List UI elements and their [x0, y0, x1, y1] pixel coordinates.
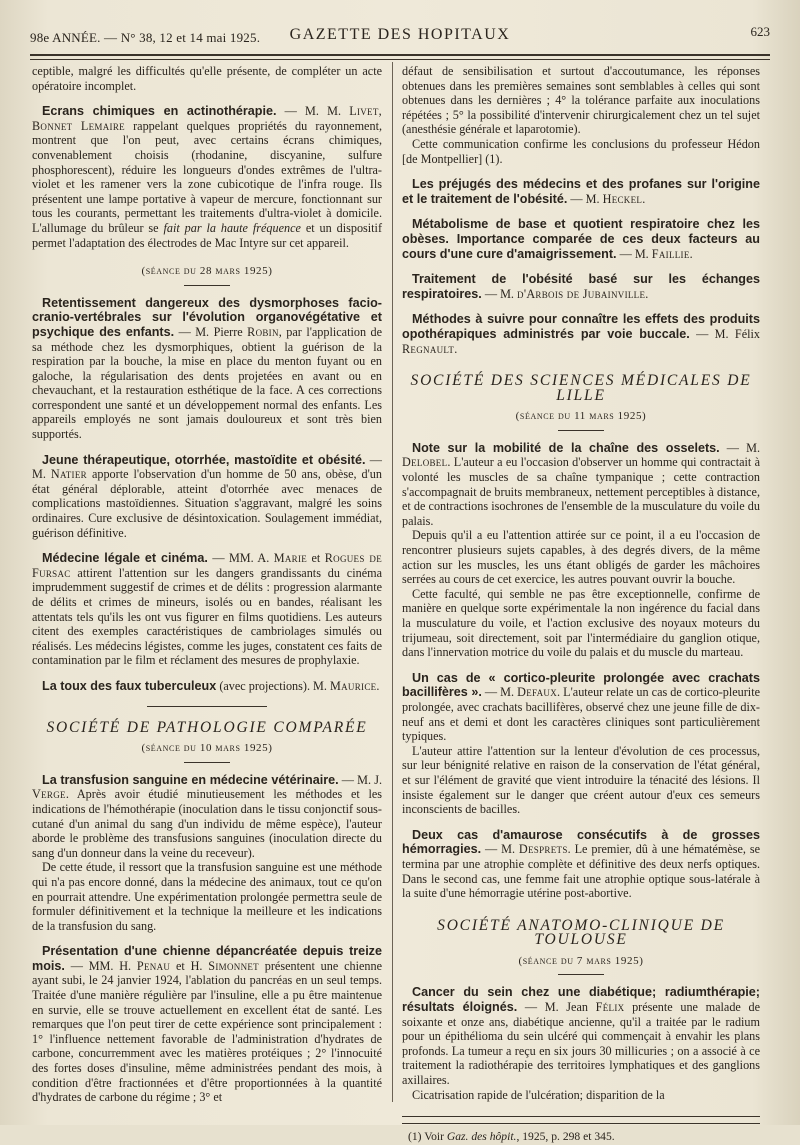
author-name: Livet, Bonnet Lemaire: [32, 104, 382, 133]
article-title: Note sur la mobilité de la chaîne des osselets.: [412, 440, 720, 455]
article-title: Deux cas d'amaurose consécutifs à de grosses hémorragies.: [402, 827, 760, 857]
article-title: Les préjugés des médecins et des profanes sur l'origine et le traitement de l'obésité.: [402, 177, 760, 206]
left-column: [32, 64, 383, 1105]
author-name: Faillie.: [651, 246, 693, 261]
footnote-ref: , 1925, p. 298 et 345.: [516, 1130, 615, 1144]
article-chienne: [32, 944, 382, 1105]
author-name: Defaux: [517, 685, 558, 700]
article-italic: fait par la haute fréquence: [163, 220, 301, 235]
author-name: Maurice.: [329, 678, 380, 693]
article-amaurose: [402, 828, 760, 901]
article-body: présentent une chienne ayant subi, le 24 janvier 1924, l'ablation du pancréas en un seul temps. Traitée d'une manière régulière par l'insuline, elle a pu être maintenue en survie, elle se trouve actuellement en excellent état de santé. Les remarques que l'on peut tirer de cette expérience sont principalement : 1° l'influence nettement favorable de l'administration d'hydrates de carbone, concurremment avec les matières protéiques ; 2° l'innocuité des fortes doses d'insuline, même administrées pendant des mois, à condition d'être fractionnées et d'être proportionnées à la quantité d'hydrates de carbone du régime ; 3° et: [32, 958, 382, 1105]
author-name: Natier: [50, 467, 87, 482]
continued-paragraph: défaut de sensibilisation et surtout d'accoutumance, les réponses obtenues dans les premières semaines sont semblables à celles qui sont obtenues dans les dernières ; 4° la tolérance parfaite aux inoculations répétées ; 5° la possibilité d'intervenir chirurgicalement chez un tel sujet (anesthésie générale et laparotomie).: [402, 64, 760, 137]
society-heading: SOCIÉTÉ DE PATHOLOGIE COMPARÉE: [46, 718, 368, 736]
article-title: Traitement de l'obésité basé sur les échanges respiratoires.: [402, 272, 760, 301]
article-lead: (avec projections). M.: [216, 678, 330, 693]
article-lead: — M.: [481, 685, 518, 700]
article-lead: et H.: [170, 958, 209, 973]
article-body: . Après avoir étudié minutieusement les méthodes et les indications de l'hémothérapie (inoculation dans le tissu conjonctif sous-cutané d'un animal du sang d'un individu de même espèce), l'auteur aborde le problème des transfusions sanguines (inoculation directe du sang d'un donneur dans la veine du receveur).: [32, 787, 382, 860]
article-body: . L'auteur a eu l'occasion d'observer un homme qui contractait à volonté les muscles de sa chaîne tympanique ; cette contraction s'accompagnait de bruits membraneux, nettement perceptibles à distance, et de contractions isochrones de l'ensemble de la musculature du voile du palais.: [402, 455, 760, 528]
article-title: Ecrans chimiques en actinothérapie.: [42, 104, 277, 119]
article-lead: — M. Félix: [689, 326, 760, 341]
article-cortico: [402, 671, 760, 744]
author-name: Robin: [247, 324, 279, 339]
article-lead: — M.: [616, 246, 652, 261]
article-lead: — M.: [32, 452, 382, 482]
article-title: Retentissement dangereux des dysmorphoses facio-cranio-vertébrales sur l'évolution organovégétative et psychique des enfants.: [32, 295, 382, 339]
article-paragraph: De cette étude, il ressort que la transfusion sanguine est une méthode qui n'a pas encore donné, dans la médecine des animaux, tout ce qu'on en pourrait attendre. Une expérimentation prolongée permettra seule de formuler définitivement et la technique la meilleure et les indications de la transfusion du sang.: [32, 860, 382, 933]
article-jeune: [32, 453, 382, 541]
session-date: (séance du 7 mars 1925): [518, 954, 644, 967]
page-number: 623: [750, 24, 770, 39]
society-heading: SOCIÉTÉ ANATOMO-CLINIQUE DE TOULOUSE: [437, 916, 725, 949]
session-date: (séance du 10 mars 1925): [141, 742, 273, 755]
journal-title: GAZETTE DES HOPITAUX: [289, 26, 511, 43]
author-name: Rogues de Fursac: [32, 551, 382, 580]
article-body: attirent l'attention sur les dangers grandissants du cinéma imprudemment suggestif de crimes et de délits : progression alarmante de délits et crimes de mineurs, isolés ou en bandes, réalisant les attentats tels qu'ils les ont vus figurer en films quotidiens. Les auteurs citent des exemples caractéristiques de cambriolages simulés ou réalisés. Les médecins légistes, comme les juges, constatent ces faits de contamination par le film et réclament des mesures de prophylaxie.: [32, 565, 382, 668]
article-transfusion: [32, 773, 382, 861]
article-cinema: [32, 551, 382, 668]
article-lead: — M.: [481, 842, 519, 857]
author-name: Regnault.: [402, 341, 458, 356]
article-lead: — M.: [481, 286, 518, 301]
article-lead: et: [307, 551, 325, 566]
article-retentissement: [32, 296, 382, 442]
author-name: Heckel.: [602, 191, 646, 206]
issue-info: 98e ANNÉE. — N° 38, 12 et 14 mai 1925.: [30, 30, 261, 45]
article-osselets: [402, 441, 760, 529]
article-cancer: [402, 985, 760, 1087]
article-lead: — M. Pierre: [174, 324, 248, 339]
session-date: (séance du 28 mars 1925): [141, 265, 273, 278]
footnote-rule: [402, 1116, 760, 1117]
article-lead: — M. M.: [276, 104, 350, 119]
article-body: et un dispositif permet l'adaptation des électrodes de Mac Intyre sur cet appareil.: [32, 220, 383, 250]
author-name: Verge: [32, 787, 66, 802]
divider: [558, 430, 604, 431]
author-name: Félix: [595, 1000, 625, 1015]
divider: [147, 706, 267, 707]
article-title: Présentation d'une chienne dépancréatée depuis treize mois.: [32, 944, 382, 973]
divider: [558, 974, 604, 975]
article-paragraph: Cette faculté, qui semble ne pas être exceptionnelle, confirme de manière en quelque sorte expérimentale la non ingérence du facial dans la musculature du voile, et l'action exclusive des noyaux moteurs du trijumeau, soit directement, soit par l'intermédiaire du ganglion otique, dans l'innervation motrice du voile du palais et du muscle du marteau.: [402, 586, 760, 660]
article-traitement: [402, 272, 760, 301]
author-name: Delobel: [402, 455, 448, 470]
footnote: [402, 1130, 760, 1145]
article-body: présente une malade de soixante et onze ans, diabétique ancienne, qu'il a traitée par le radium pour un épithélioma du sein ulcéré qui commençait à envahir les plans profonds. La tumeur a reçu en six jours 30 millicuries ; on a associé à ce traitement la radiothérapie des territoires lymphatiques et des ganglions axillaires.: [402, 1000, 760, 1088]
article-lead: — M.: [567, 191, 603, 206]
article-prejuges: [402, 177, 760, 206]
article-body: apporte l'observation d'un homme de 50 ans, obèse, d'un état général déplorable, atteint d'otorrhée avec menaces de complications mastoïdiennes. Situation s'aggravant, malgré les soins ordinaires. Cure exclusive de désintoxication. Soulagement immédiat, guérison définitive.: [32, 467, 382, 540]
article-title: Méthodes à suivre pour connaître les effets des produits opothérapiques administrés par voie buccale.: [402, 312, 760, 341]
article-body: . L'auteur relate un cas de cortico-pleurite prolongée, avec crachats bacillifères, observé chez une jeune fille de dix-neuf ans et demi et dont les caractères cliniques sont particulièrement typiques.: [402, 685, 760, 744]
column-separator: [392, 62, 393, 1102]
article-title: Médecine légale et cinéma.: [42, 551, 208, 566]
author-name: Penau: [136, 958, 171, 973]
divider: [184, 285, 230, 286]
article-title: La transfusion sanguine en médecine vétérinaire.: [42, 772, 339, 787]
author-name: Simonnet: [208, 958, 259, 973]
article-title: Jeune thérapeutique, otorrhée, mastoïdite et obésité.: [42, 452, 366, 467]
continued-paragraph: ceptible, malgré les difficultés qu'elle présente, de compléter un acte opératoire incomplet.: [32, 64, 382, 93]
article-paragraph: L'auteur attire l'attention sur la lenteur d'évolution de ces processus, sur leur bénignité relative en raison de la conservation de l'état général, et sur l'élément de gravité que vient introduire la ténacité des lésions. Il insiste également sur le danger que créent autour d'eux ces semeurs inconscients de bacilles.: [402, 743, 760, 817]
article-lead: — M.: [719, 440, 760, 455]
article-paragraph: Cicatrisation rapide de l'ulcération; disparition de la: [412, 1087, 665, 1102]
article-lead: — MM. A.: [207, 551, 274, 566]
author-name: Desprets: [518, 842, 568, 857]
header-rule-thick: [30, 54, 770, 56]
session-date: (séance du 11 mars 1925): [515, 410, 647, 423]
article-title: Métabolisme de base et quotient respiratoire chez les obèses. Importance comparée de ces deux facteurs au cours d'une cure d'amaigrissement.: [402, 217, 760, 261]
article-lead: — M. J.: [338, 772, 382, 787]
article-paragraph: Depuis qu'il a eu l'attention attirée sur ce point, il a eu l'occasion de rencontrer plusieurs sujets capables, à des degrés divers, de la même action sur les muscles, les uns étant obligés de garder les mâchoires serrées au cours de cet exercice, les autres pouvant ouvrir la bouche.: [402, 528, 760, 587]
article-paragraph: Cette communication confirme les conclusions du professeur Hédon [de Montpellier] (1).: [402, 136, 760, 166]
article-lead: — M. Jean: [517, 1000, 596, 1015]
article-metabolisme: [402, 217, 760, 261]
society-heading: SOCIÉTÉ DES SCIENCES MÉDICALES DE LILLE: [410, 372, 752, 404]
right-column: [402, 64, 760, 1144]
author-name: Marie: [273, 551, 308, 566]
footnote-rule: [402, 1123, 760, 1124]
divider: [184, 762, 230, 763]
article-title: Un cas de « cortico-pleurite prolongée avec crachats bacillifères ».: [402, 670, 760, 700]
article-toux: [32, 679, 382, 694]
article-body: , par l'application de sa méthode chez les dysmorphiques, obtient la guérison de la respiration par la bouche, la mise en place du menton fuyant ou en galoche, la régularisation des dents projetées en avant ou en chevauchant, et la restauration esthétique de la face. A ces corrections correspondent une santé et un développement normal des enfants. Les appareils employés ne sont jamais douloureux et sont très bien supportés.: [32, 324, 383, 442]
article-methodes: [402, 312, 760, 356]
article-body: rappelant quelques propriétés du rayonnement, montrent que l'on peut, avec certains écrans chimiques, convenablement choisis (rhodanine, discyanine, sulfure phosphorescent), réduire les longueurs d'ondes extrêmes de l'ultra-violet et les ramener vers la zone cubicotique de l'infra rouge. Ils présentent une lampe portative à vapeur de mercure, fonctionnant sur tous les courants, permettant les traitements d'ultra-violet à domicile. L'allumage du brûleur se: [32, 118, 382, 235]
article-ecrans: [32, 104, 382, 250]
author-name: d'Arbois de Jubainville.: [517, 286, 649, 301]
article-body: . Le premier, dû à une hématémèse, se termina par une atrophie complète et définitive des deux nerfs optiques. Dans le second cas, une femme fait une atrophie optique sous-latérale à la suite d'une hémorragie utérine post-abortive.: [402, 842, 760, 901]
header-rule-thin: [30, 59, 770, 60]
footnote-number: (1) Voir: [408, 1130, 447, 1144]
page-header: [30, 24, 770, 52]
article-lead: — MM. H.: [64, 958, 137, 973]
footnote-journal: Gaz. des hôpit.: [446, 1130, 517, 1144]
article-title: La toux des faux tuberculeux: [42, 678, 217, 693]
article-title: Cancer du sein chez une diabétique; radiumthérapie; résultats éloignés.: [402, 985, 760, 1015]
